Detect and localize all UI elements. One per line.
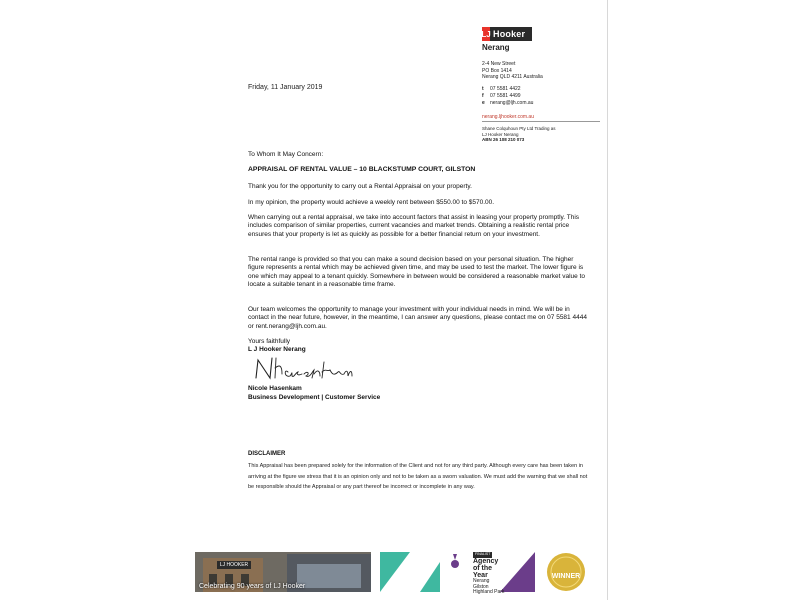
letterhead-divider [482, 121, 600, 122]
address-line: Nerang QLD 4211 Australia [482, 74, 543, 80]
signer-title: Business Development | Customer Service [248, 393, 381, 401]
address-line: PO Box 1414 [482, 67, 512, 74]
signer-block [248, 385, 380, 402]
phone-label: t [482, 86, 484, 92]
award-title: Agency of the Year [473, 557, 499, 579]
email-label: e [482, 100, 485, 106]
paragraph-rent-opinion: In my opinion, the property would achieve a weekly rent between $550.00 to $570.00. [248, 199, 495, 206]
green-graphic [380, 552, 440, 592]
entity-abn: ABN 26 108 210 073 [482, 137, 525, 143]
winner-medal-icon [542, 552, 590, 592]
footer-banner [195, 552, 607, 596]
handwritten-signature [252, 352, 362, 384]
heritage-photo [195, 552, 371, 592]
fax-label: f [482, 93, 484, 99]
office-contact [482, 86, 533, 107]
disclaimer-heading: DISCLAIMER [248, 451, 286, 457]
award-place: Nerang [473, 577, 490, 584]
award-place: Gilston [473, 583, 489, 590]
entity-line: Shane Colquhoun Pty Ltd Trading as [482, 126, 556, 131]
award-place: Highland Park [473, 589, 505, 596]
paragraph-factors: When carrying out a rental appraisal, we take into account factors that assist in leasing your property promptly. This includes comparison of similar properties, current vacancies and market trends. Obtaining a realistic rental price ensures that your property is let as quickly as possible for a better financial return on your investment. [248, 214, 580, 238]
entity-line: LJ Hooker Nerang [482, 131, 519, 137]
award-finalist-text [473, 552, 505, 596]
photo-caption: Celebrating 90 years of LJ Hooker [199, 583, 306, 590]
medal-label: WINNER [551, 573, 581, 580]
letter-date: Friday, 11 January 2019 [248, 84, 323, 91]
website-link[interactable]: nerang.ljhooker.com.au [482, 114, 534, 120]
office-address [482, 61, 543, 81]
paragraph-contact: Our team welcomes the opportunity to manage your investment with your individual needs in mind. We will be in contact in the near future, however, in the meantime, I can answer any questions, please contact me on 07 5581 4444 or rent.nerang@ljh.com.au. [248, 306, 587, 330]
paragraph-thanks: Thank you for the opportunity to carry out a Rental Appraisal on your property. [248, 183, 472, 190]
closing-firm: L J Hooker Nerang [248, 346, 306, 354]
office-name: Nerang [482, 43, 510, 52]
logo-word: Hooker [493, 29, 526, 39]
award-tag: FINALIST [475, 552, 491, 556]
disclaimer-text: This Appraisal has been prepared solely for the information of the Client and not for any third party. Although every care has been taken in arriving at the figure we stress that it is an opinion only and not to be taken as a sworn valuation. We must add the warning that we shall not be responsible should the Appraisal or any part thereof be incorrect or incomplete in any way. [248, 463, 588, 491]
logo-mark: LJ [482, 27, 490, 41]
lj-hooker-logo [482, 27, 532, 41]
closing-phrase: Yours faithfully [248, 338, 291, 345]
storefront-sign: LJ HOOKER [217, 561, 251, 569]
glass-facade [297, 564, 361, 588]
signer-name: Nicole Hasenkam [248, 385, 302, 392]
entity-details [482, 126, 556, 143]
phone-number: 07 5581 4422 [490, 86, 521, 92]
salutation: To Whom It May Concern: [248, 151, 324, 158]
letter-subject: APPRAISAL OF RENTAL VALUE – 10 BLACKSTUMP COURT, GILSTON [248, 166, 476, 173]
fax-number: 07 5581 4499 [490, 93, 521, 99]
paragraph-range: The rental range is provided so that you can make a sound decision based on your personal situation. The higher figure represents a rental which may be achieved given time, and may be used to test the market. The lower figure is one which may appeal to a tenant quickly. Somewhere in between would be considered a reasonable market value to locate a suitable tenant in a reasonable time frame. [248, 256, 586, 289]
address-line: 2-4 New Street [482, 61, 516, 67]
email-address[interactable]: nerang@ljh.com.au [490, 100, 534, 106]
